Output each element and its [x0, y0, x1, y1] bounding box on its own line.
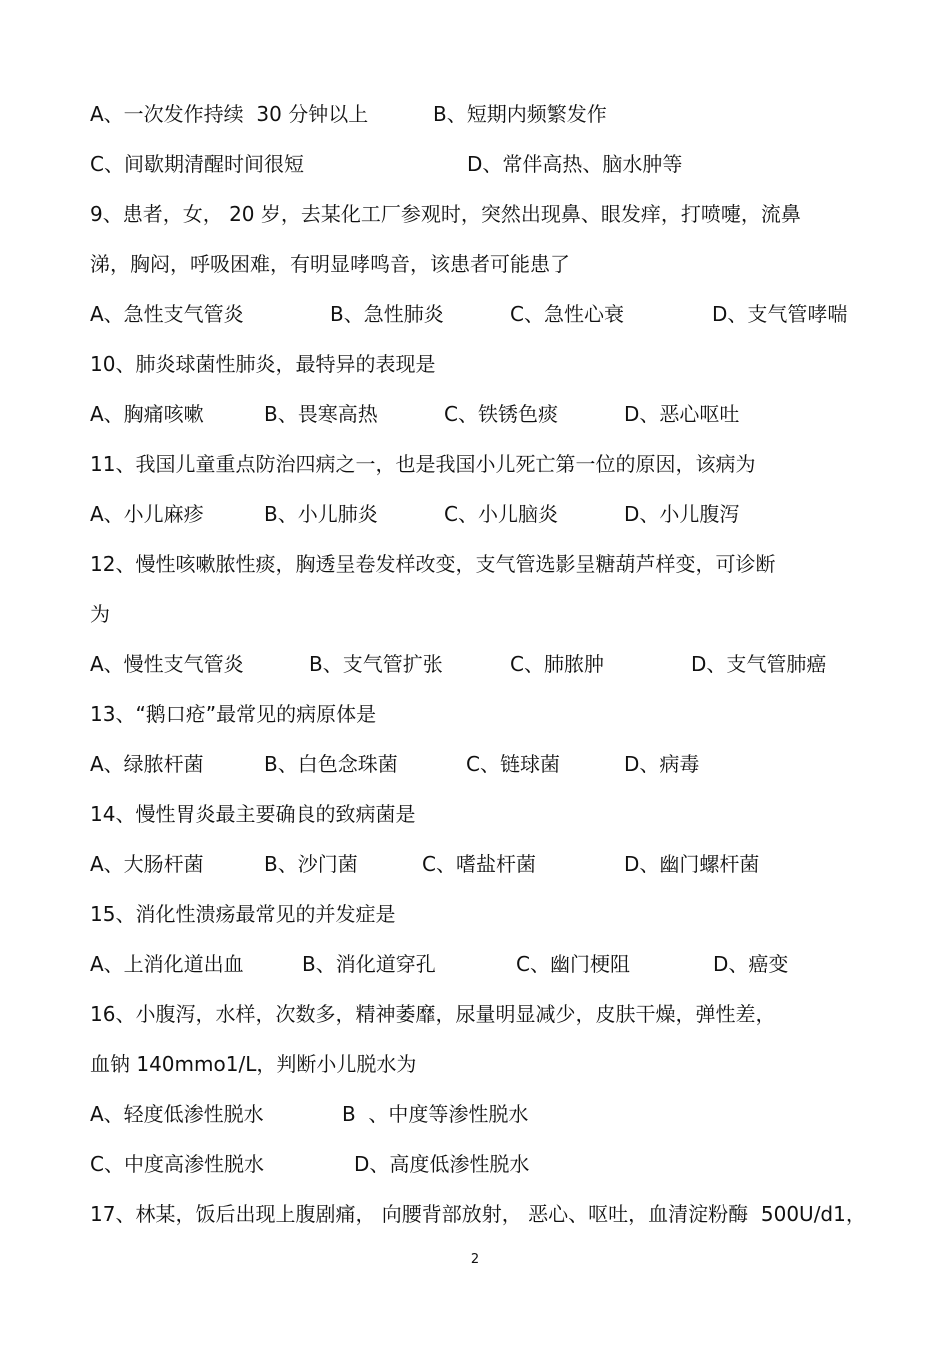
option-d: D、恶心呕吐 [624, 402, 740, 426]
question-15: 15、消化性溃疡最常见的并发症是 [90, 902, 396, 926]
option-c: C、小儿脑炎 [444, 502, 558, 526]
question-12: 12、慢性咳嗽脓性痰，胸透呈卷发样改变，支气管选影呈糖葫芦样变，可诊断 [90, 552, 776, 576]
question-11: 11、我国儿童重点防治四病之一，也是我国小儿死亡第一位的原因，该病为 [90, 452, 756, 476]
option-d: D、支气管哮喘 [712, 302, 848, 326]
option-b: B 、中度等渗性脱水 [342, 1102, 529, 1126]
option-a: A、小儿麻疹 [90, 502, 204, 526]
option-b: B、支气管扩张 [309, 652, 443, 676]
question-16: 16、小腹泻，水样，次数多，精神萎靡，尿量明显减少，皮肤干燥，弹性差， [90, 1002, 776, 1026]
option-b: B、畏寒高热 [264, 402, 378, 426]
option-b: B、消化道穿孔 [302, 952, 436, 976]
option-b: B、沙门菌 [264, 852, 358, 876]
option-d: D、支气管肺癌 [691, 652, 827, 676]
question-10: 10、肺炎球菌性肺炎，最特异的表现是 [90, 352, 436, 376]
option-c: C、急性心衰 [510, 302, 624, 326]
option-b: B、短期内频繁发作 [433, 102, 607, 126]
option-d: D、幽门螺杆菌 [624, 852, 760, 876]
question-12-cont: 为 [90, 602, 110, 626]
option-d: D、常伴高热、脑水肿等 [467, 152, 683, 176]
option-a: A、急性支气管炎 [90, 302, 244, 326]
option-b: B、急性肺炎 [330, 302, 444, 326]
option-c: C、幽门梗阻 [516, 952, 630, 976]
option-a: A、大肠杆菌 [90, 852, 204, 876]
question-14: 14、慢性胃炎最主要确良的致病菌是 [90, 802, 416, 826]
option-a: A、绿脓杆菌 [90, 752, 204, 776]
question-17: 17、林某，饭后出现上腹剧痛， 向腰背部放射， 恶心、呕吐，血清淀粉酶 500U/d1， [90, 1202, 866, 1226]
option-c: C、肺脓肿 [510, 652, 604, 676]
option-d: D、小儿腹泻 [624, 502, 740, 526]
option-a: A、慢性支气管炎 [90, 652, 244, 676]
option-d: D、癌变 [713, 952, 789, 976]
option-c: C、间歇期清醒时间很短 [90, 152, 304, 176]
option-c: C、铁锈色痰 [444, 402, 558, 426]
option-c: C、嗜盐杆菌 [422, 852, 536, 876]
option-a: A、胸痛咳嗽 [90, 402, 204, 426]
question-9-cont: 涕，胸闷，呼吸困难，有明显哮鸣音，该患者可能患了 [90, 252, 570, 276]
option-c: C、中度高渗性脱水 [90, 1152, 264, 1176]
option-a: A、上消化道出血 [90, 952, 244, 976]
option-d: D、高度低渗性脱水 [354, 1152, 530, 1176]
option-c: C、链球菌 [466, 752, 560, 776]
question-13: 13、“鹅口疮”最常见的病原体是 [90, 702, 377, 726]
question-9: 9、患者，女， 20 岁，去某化工厂参观时，突然出现鼻、眼发痒，打喷嚏，流鼻 [90, 202, 801, 226]
option-a: A、轻度低渗性脱水 [90, 1102, 264, 1126]
question-16-cont: 血钠 140mmo1/L，判断小儿脱水为 [90, 1052, 417, 1076]
option-b: B、小儿肺炎 [264, 502, 378, 526]
option-b: B、白色念珠菌 [264, 752, 398, 776]
option-a: A、一次发作持续 30 分钟以上 [90, 102, 369, 126]
option-d: D、病毒 [624, 752, 700, 776]
page-number: 2 [470, 1252, 480, 1267]
